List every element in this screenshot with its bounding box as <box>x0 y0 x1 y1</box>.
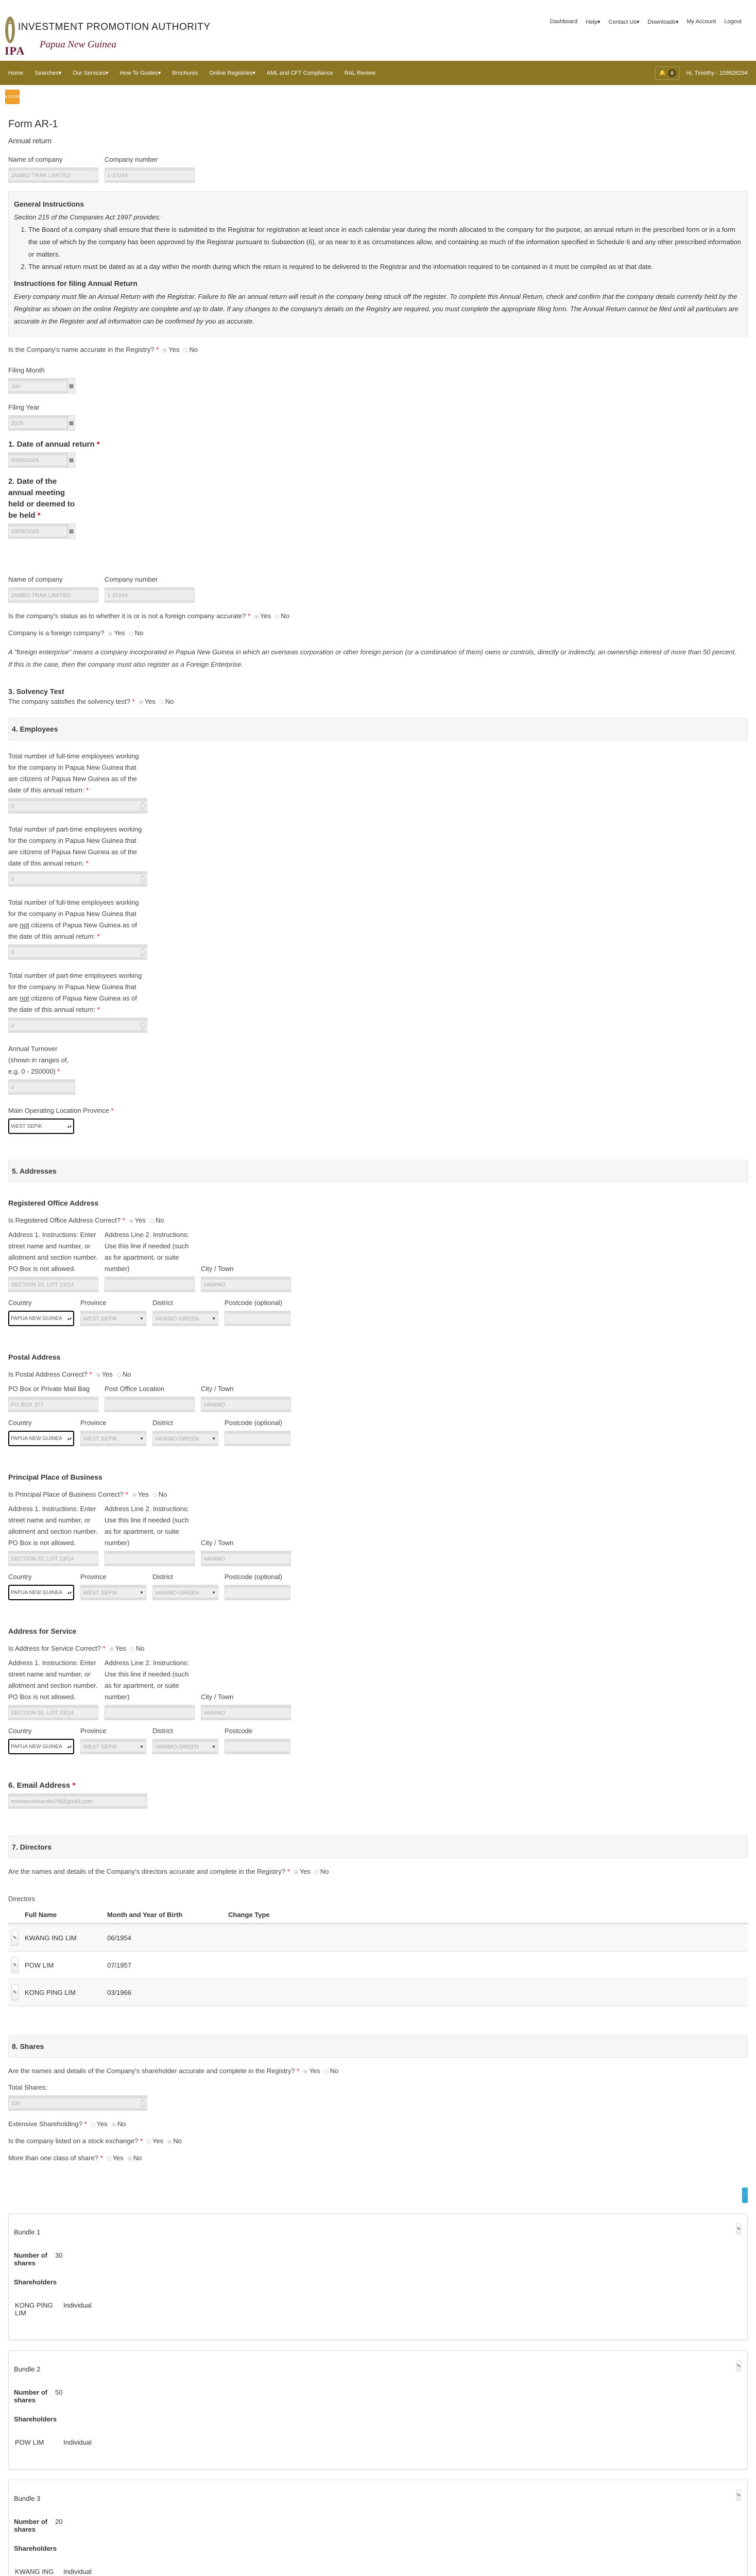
date-return-label: 1. Date of annual return * <box>8 440 100 449</box>
city-label: City / Town <box>201 1265 234 1273</box>
extensive-yes-radio[interactable] <box>91 2123 95 2127</box>
top-link-dashboard[interactable]: Dashboard <box>549 19 578 25</box>
company-number-label: Company number <box>105 575 158 583</box>
no-label: No <box>134 629 144 637</box>
nav-ral-review[interactable]: RAL Review <box>344 70 375 76</box>
solvency-question: The company satisfies the solvency test? * Yes No <box>8 698 174 705</box>
shareholder-type: Individual <box>63 2438 92 2446</box>
company-name-label: Name of company <box>8 156 63 163</box>
director-name: POW LIM <box>22 1952 104 1979</box>
company-name-field-2[interactable]: JAMBO TRAK LIMITED <box>8 587 98 603</box>
turnover-field[interactable]: 0 <box>8 1079 75 1095</box>
postal-question: Is Postal Address Correct? * Yes No <box>8 1370 131 1378</box>
org-subtitle: Papua New Guinea <box>40 39 116 50</box>
principal-question: Is Principal Place of Business Correct? * Yes No <box>8 1490 167 1498</box>
section-reference: Section 215 of the Companies Act 1997 provides: <box>14 213 161 221</box>
principal-place-heading: Principal Place of Business <box>8 1473 102 1481</box>
classes-yes-radio[interactable] <box>107 2157 111 2161</box>
spinner-icon[interactable]: ^ v <box>142 802 144 810</box>
registered-addr2-field[interactable] <box>105 1277 195 1292</box>
date-meeting-label-text: 2. Date of the annual meeting held or deemed to be held <box>8 477 75 520</box>
edit-director-button[interactable] <box>11 1929 19 1946</box>
principal-city-field[interactable]: VANIMO <box>201 1551 291 1566</box>
question-text: The company satisfies the solvency test? <box>8 698 131 705</box>
main-province-label: Main Operating Location Province * <box>8 1107 114 1114</box>
solvency-no-radio[interactable] <box>160 700 164 704</box>
employees-section-heading: 4. Employees <box>8 718 748 740</box>
main-province-select[interactable]: WEST SEPIK ▴▾ <box>8 1118 74 1134</box>
director-change-type <box>225 1979 748 2006</box>
no-label: No <box>281 612 289 620</box>
nav-online-registries[interactable]: Online Registries▾ <box>209 70 255 76</box>
country-label: Country <box>8 1299 32 1307</box>
foreign-company-yes-radio[interactable] <box>108 632 112 636</box>
classes-question: More than one class of share? * Yes No <box>8 2154 142 2162</box>
employees-ft-citizen-label: Total number of full-time employees working for the company in Papua New Guinea that are citizens of Papua New Guinea as of the date of this annual return: * <box>8 752 139 794</box>
user-greeting[interactable]: Hi, Timothy - 109926294 <box>686 70 748 76</box>
name-accurate-no-radio[interactable] <box>183 348 187 352</box>
bundle-name: Bundle 2 <box>14 2365 41 2373</box>
edit-bundle-button[interactable] <box>736 2360 741 2371</box>
notification-count: 0 <box>668 69 676 77</box>
principal-addr1-field[interactable]: SECTION 32, LOT 13/14 <box>8 1551 98 1566</box>
table-row <box>8 1952 748 1979</box>
top-link-downloads[interactable]: Downloads▾ <box>647 19 679 25</box>
principal-addr2-field[interactable] <box>105 1551 195 1566</box>
no-label: No <box>189 346 198 353</box>
general-instructions-heading: General Instructions <box>14 200 84 208</box>
filing-month-label: Filing Month <box>8 366 45 374</box>
postal-no-radio[interactable] <box>117 1373 121 1377</box>
share-bundle <box>8 2350 748 2469</box>
city-label: City / Town <box>201 1539 234 1547</box>
spinner-icon[interactable]: ^ v <box>142 948 144 957</box>
addr2-label: Address Line 2. Instructions: Use this line if needed (such as for apartment, or suite number) <box>105 1231 190 1273</box>
postcode-label: Postcode (optional) <box>225 1419 283 1427</box>
foreign-note-2: If this is the case, then the company must also register as a Foreign Enterprise. <box>8 660 243 668</box>
edit-director-button[interactable] <box>11 1957 19 1973</box>
site-header <box>0 0 756 61</box>
registered-question: Is Registered Office Address Correct? * Yes No <box>8 1216 164 1224</box>
foreign-note-1: A "foreign enterprise" means a company incorporated in Papua New Guinea in which an overseas corporation or other foreign person (or a combination of them) owns or controls, directly or indirectly, an ownership interest of more than 50 percent. <box>8 648 736 656</box>
shareholder-type: Individual <box>63 2301 92 2309</box>
expand-icon: ⛶ <box>743 2193 747 2197</box>
pencil-icon: ✎ <box>736 2363 741 2368</box>
company-name-label: Name of company <box>8 575 63 583</box>
postal-city-field[interactable]: VANIMO <box>201 1397 291 1412</box>
po-location-label: Post Office Location <box>105 1385 165 1393</box>
close-button[interactable] <box>5 90 20 104</box>
shares-no-radio[interactable] <box>324 2070 329 2074</box>
district-label: District <box>152 1573 173 1581</box>
pencil-icon: ✎ <box>13 1989 17 1995</box>
city-label: City / Town <box>201 1693 234 1701</box>
solvency-heading: 3. Solvency Test <box>8 687 64 696</box>
district-label: District <box>152 1419 173 1427</box>
principal-province-select[interactable]: WEST SEPIK ▼ <box>80 1585 146 1600</box>
postal-pobox-field[interactable]: PO BOX 377 <box>8 1397 98 1412</box>
employees-ft-noncitizen-label: Total number of full-time employees working for the company in Papua New Guinea that are not citizens of Papua New Guinea as of the date of this annual return: * <box>8 899 139 940</box>
calendar-icon[interactable]: ▦ <box>67 378 75 394</box>
col-dob: Month and Year of Birth <box>104 1907 225 1924</box>
email-field[interactable]: emmanuelnaroko78@gmail.com <box>8 1793 147 1809</box>
num-shares-value: 20 <box>55 2518 63 2526</box>
shares-yes-radio[interactable] <box>303 2070 307 2074</box>
addr2-label: Address Line 2. Instructions: Use this line if needed (such as for apartment, or suite number) <box>105 1505 190 1547</box>
employees-pt-citizen-label: Total number of part-time employees working for the company in Papua New Guinea that are citizens of Papua New Guinea as of the date of this annual return: * <box>8 825 142 867</box>
nav-our-services[interactable]: Our Services▾ <box>73 70 109 76</box>
edit-bundle-button[interactable] <box>736 2223 741 2234</box>
filing-instructions-text: Every company must file an Annual Return with the Registrar. Failure to file an annual return will result in the company being struck off the register. To complete this Annual Return, check and confirm that the company details currently held by the Registrar as shown on the online Registry are complete and up to date. If any changes to the company's details on the Registry are required, you must complete the appropriate filing form. The Annual Return cannot be filed until all particulars are accurate in the Register and all information can be confirmed by you as accurate. <box>14 293 738 325</box>
bell-icon: 🔔 <box>659 70 666 76</box>
edit-column-header <box>8 1907 22 1924</box>
director-change-type <box>225 1924 748 1952</box>
col-full-name: Full Name <box>22 1907 104 1924</box>
province-label: Province <box>80 1727 107 1735</box>
name-accurate-question: Is the Company's name accurate in the Registry? * Yes No <box>8 346 198 353</box>
solvency-yes-radio[interactable] <box>139 700 143 704</box>
addr2-label: Address Line 2. Instructions: Use this line if needed (such as for apartment, or suite number) <box>105 1659 190 1701</box>
foreign-company-question <box>8 629 748 637</box>
question-text: Is the company's status as to whether it is or is not a foreign company accurate? <box>8 612 246 620</box>
question-text: Company is a foreign company? <box>8 629 105 637</box>
postal-postcode-field[interactable] <box>225 1431 290 1446</box>
yes-label: Yes <box>114 629 125 637</box>
foreign-status-question: Is the company's status as to whether it is or is not a foreign company accurate? * Yes No <box>8 612 289 620</box>
directors-section-heading: 7. Directors <box>8 1836 748 1858</box>
service-address-heading: Address for Service <box>8 1627 77 1635</box>
turnover-label: Annual Turnover (shown in ranges of, e.g. 0 - 250000) * <box>8 1045 69 1075</box>
company-number-field[interactable]: 1-37244 <box>105 167 195 183</box>
share-bundle <box>8 2213 748 2340</box>
principal-country-select[interactable]: PAPUA NEW GUINEA ▴▾ <box>8 1585 74 1600</box>
employees-ft-noncitizen-field[interactable]: 0 ^ v <box>8 944 147 960</box>
service-addr2-field[interactable] <box>105 1705 195 1720</box>
province-label: Province <box>80 1573 107 1581</box>
instruction-item: 2. The annual return must be dated as at a day within the month during which the return is required to be delivered to the Registrar and the information required to be contained in it must be compiled as at that date. <box>28 261 742 273</box>
employees-pt-citizen-field[interactable]: 0 ^ v <box>8 871 147 887</box>
registered-postcode-field[interactable] <box>225 1311 290 1326</box>
shareholder-name: KWANG ING <box>15 2568 54 2575</box>
edit-director-button[interactable] <box>11 1984 19 2001</box>
directors-table <box>8 1907 748 2006</box>
bundle-name: Bundle 1 <box>14 2228 41 2236</box>
district-label: District <box>152 1299 173 1307</box>
postal-address-heading: Postal Address <box>8 1353 61 1361</box>
registered-country-select[interactable]: PAPUA NEW GUINEA ▴▾ <box>8 1311 74 1326</box>
yes-label: Yes <box>260 612 271 620</box>
ipa-logo-dot-icon <box>8 20 12 24</box>
question-text: Is the Company's name accurate in the Registry? <box>8 346 154 353</box>
nav-searches[interactable]: Searches▾ <box>35 70 62 76</box>
service-district-select[interactable]: VANIMO-GREEN ▼ <box>152 1739 218 1754</box>
foreign-company-no-radio[interactable] <box>129 632 133 636</box>
directors-list-label: Directors <box>8 1895 36 1903</box>
nav-brochures[interactable]: Brochures <box>172 70 198 76</box>
classes-no-radio[interactable] <box>128 2157 132 2161</box>
listed-no-radio[interactable] <box>167 2140 171 2144</box>
org-name: INVESTMENT PROMOTION AUTHORITY <box>18 22 211 32</box>
country-label: Country <box>8 1573 32 1581</box>
director-name: KONG PING LIM <box>22 1979 104 2006</box>
registered-province-select[interactable]: WEST SEPIK ▼ <box>80 1311 146 1326</box>
shareholder-name: KONG PING LIM <box>15 2301 53 2317</box>
employees-pt-noncitizen-field[interactable]: 0 ^ v <box>8 1018 147 1033</box>
filing-instructions-heading: Instructions for filing Annual Return <box>14 279 138 287</box>
director-dob: 07/1957 <box>104 1952 225 1979</box>
principal-postcode-field[interactable] <box>225 1585 290 1600</box>
table-row <box>8 1924 748 1952</box>
postal-po-location-field[interactable] <box>105 1397 195 1412</box>
nav-how-to-guides[interactable]: How To Guides▾ <box>119 70 161 76</box>
num-shares-value: 30 <box>55 2251 63 2259</box>
postcode-label: Postcode (optional) <box>225 1299 283 1307</box>
registered-office-heading: Registered Office Address <box>8 1199 99 1207</box>
edit-bundle-button[interactable] <box>736 2489 741 2501</box>
extensive-no-radio[interactable] <box>112 2123 116 2127</box>
director-name: KWANG ING LIM <box>22 1924 104 1952</box>
top-link-logout[interactable]: Logout <box>724 19 742 25</box>
table-row <box>8 1979 748 2006</box>
directors-no-radio[interactable] <box>315 1870 319 1874</box>
foreign-enterprise-note <box>8 646 748 671</box>
service-postcode-field[interactable] <box>225 1739 290 1754</box>
spinner-icon[interactable]: ^ v <box>142 1021 144 1030</box>
fullscreen-button[interactable] <box>742 2188 748 2203</box>
date-meeting-label: 2. Date of the annual meeting held or deemed to be held * <box>8 477 75 520</box>
shares-section-heading: 8. Shares <box>8 2035 748 2058</box>
filing-year-field[interactable]: 2025 <box>8 415 67 431</box>
close-label: CLOSE <box>8 95 21 99</box>
shareholders-label: Shareholders <box>14 2545 57 2552</box>
director-dob: 03/1966 <box>104 1979 225 2006</box>
company-number-field-2[interactable]: 1-37244 <box>105 587 195 603</box>
calendar-icon[interactable]: ▦ <box>67 523 75 539</box>
num-shares-label: Number of shares <box>14 2388 47 2404</box>
nav-aml-cft[interactable]: AML and CFT Compliance <box>266 70 333 76</box>
num-shares-value: 50 <box>55 2388 63 2396</box>
num-shares-label: Number of shares <box>14 2251 47 2267</box>
province-label: Province <box>80 1419 107 1427</box>
pencil-icon: ✎ <box>736 2492 741 2498</box>
shares-question: Are the names and details of the Company's shareholder accurate and complete in the Registry? * Yes No <box>8 2067 339 2075</box>
principal-no-radio[interactable] <box>153 1493 157 1497</box>
company-number-label: Company number <box>105 156 158 163</box>
listed-yes-radio[interactable] <box>147 2140 151 2144</box>
foreign-status-yes-radio[interactable] <box>254 615 259 619</box>
top-links <box>550 19 742 25</box>
nav-home[interactable]: Home <box>8 70 24 76</box>
total-shares-field[interactable]: 100 ^ v <box>8 2095 147 2111</box>
col-change-type: Change Type <box>225 1907 748 1924</box>
district-label: District <box>152 1727 173 1735</box>
service-province-select[interactable]: WEST SEPIK ▼ <box>80 1739 146 1754</box>
page-title: Form AR-1 <box>8 118 58 130</box>
top-link-my-account[interactable]: My Account <box>686 19 716 25</box>
shareholder-name: POW LIM <box>15 2438 44 2446</box>
top-link-help[interactable]: Help▾ <box>586 19 600 25</box>
close-icon: ⊗ <box>4 95 9 99</box>
directors-question: Are the names and details of the Company's directors accurate and complete in the Registry? * Yes No <box>8 1868 329 1875</box>
calendar-icon[interactable]: ▦ <box>67 452 75 468</box>
director-dob: 06/1954 <box>104 1924 225 1952</box>
spinner-icon[interactable]: ^ v <box>142 875 144 884</box>
service-city-field[interactable]: VANIMO <box>201 1705 291 1720</box>
top-link-contact[interactable]: Contact Us▾ <box>608 19 640 25</box>
yes-label: Yes <box>168 346 180 353</box>
principal-district-select[interactable]: VANIMO-GREEN ▼ <box>152 1585 218 1600</box>
extensive-question: Extensive Shareholding? * Yes No <box>8 2120 126 2128</box>
filing-year-label: Filing Year <box>8 403 40 411</box>
shareholder-type: Individual <box>63 2568 92 2575</box>
email-label: 6. Email Address * <box>8 1781 76 1790</box>
instructions-panel <box>8 191 748 336</box>
date-return-field[interactable]: 30/06/2025 <box>8 452 67 468</box>
select-arrow-icon: ▴▾ <box>67 1124 72 1129</box>
yes-label: Yes <box>144 698 156 705</box>
instructions-list <box>14 224 742 273</box>
instruction-item: 1. The Board of a company shall ensure that there is submitted to the Registrar for registration at least once in each calendar year during the month allocated to the company for the purpose, an annual return in the prescribed form or in a form the use of which by the company has been approved by the Registrar pursuant to Subsection (6), or as near to it as circumstances allow, and containing as much of the information specified in Schedule 6 and any other prescribed information or matters. <box>28 224 742 261</box>
registered-district-select[interactable]: VANIMO-GREEN ▼ <box>152 1311 218 1326</box>
name-accurate-yes-radio[interactable] <box>163 348 167 352</box>
logo-text: IPA <box>5 44 25 57</box>
postal-country-select[interactable]: PAPUA NEW GUINEA ▴▾ <box>8 1431 74 1446</box>
pencil-icon: ✎ <box>13 1935 17 1940</box>
addr1-label: Address 1. Instructions: Enter street name and number, or allotment and section number. PO Box is not allowed. <box>8 1659 98 1701</box>
addresses-section-heading: 5. Addresses <box>8 1160 748 1182</box>
directors-yes-radio[interactable] <box>294 1870 298 1874</box>
postal-yes-radio[interactable] <box>96 1373 100 1377</box>
employees-ft-citizen-field[interactable]: 0 ^ v <box>8 798 147 814</box>
service-addr1-field[interactable]: SECTION 32, LOT 13/14 <box>8 1705 98 1720</box>
pencil-icon: ✎ <box>736 2226 741 2231</box>
registered-no-radio[interactable] <box>150 1219 154 1223</box>
shareholders-label: Shareholders <box>14 2278 57 2286</box>
main-navbar <box>0 61 756 85</box>
calendar-icon[interactable]: ▦ <box>67 415 75 431</box>
date-return-label-text: 1. Date of annual return <box>8 440 95 449</box>
postcode-label: Postcode <box>225 1727 253 1735</box>
no-label: No <box>165 698 174 705</box>
shareholders-label: Shareholders <box>14 2415 57 2423</box>
bundle-name: Bundle 3 <box>14 2495 41 2502</box>
service-no-radio[interactable] <box>130 1647 134 1651</box>
registered-yes-radio[interactable] <box>129 1219 133 1223</box>
employees-pt-noncitizen-label: Total number of part-time employees working for the company in Papua New Guinea that are not citizens of Papua New Guinea as of the date of this annual return: * <box>8 972 142 1013</box>
pencil-icon: ✎ <box>13 1962 17 1968</box>
city-label: City / Town <box>201 1385 234 1393</box>
addr1-label: Address 1. Instructions: Enter street name and number, or allotment and section number. PO Box is not allowed. <box>8 1505 98 1547</box>
postal-district-select[interactable]: VANIMO-GREEN ▼ <box>152 1431 218 1446</box>
num-shares-label: Number of shares <box>14 2518 47 2533</box>
company-name-field[interactable]: JAMBO TRAK LIMITED <box>8 167 98 183</box>
postcode-label: Postcode (optional) <box>225 1573 283 1581</box>
postal-province-select[interactable]: WEST SEPIK ▼ <box>80 1431 146 1446</box>
filing-month-field[interactable]: Jun <box>8 378 67 394</box>
date-meeting-field[interactable]: 29/06/2025 <box>8 523 67 539</box>
pobox-label: PO Box or Private Mail Bag <box>8 1385 90 1393</box>
registered-addr1-field[interactable]: SECTION 32, LOT 13/14 <box>8 1277 98 1292</box>
service-yes-radio[interactable] <box>110 1647 114 1651</box>
notifications-button[interactable] <box>655 66 680 80</box>
addr1-label: Address 1. Instructions: Enter street name and number, or allotment and section number. PO Box is not allowed. <box>8 1231 98 1273</box>
country-label: Country <box>8 1419 32 1427</box>
share-bundle <box>8 2480 748 2576</box>
registered-city-field[interactable]: VANIMO <box>201 1277 291 1292</box>
foreign-status-no-radio[interactable] <box>275 615 279 619</box>
director-change-type <box>225 1952 748 1979</box>
principal-yes-radio[interactable] <box>132 1493 136 1497</box>
total-shares-label: Total Shares: <box>8 2083 47 2091</box>
listed-question: Is the company listed on a stock exchange? * Yes No <box>8 2137 182 2145</box>
spinner-icon[interactable]: ^ v <box>142 2099 144 2108</box>
province-label: Province <box>80 1299 107 1307</box>
country-label: Country <box>8 1727 32 1735</box>
service-country-select[interactable]: PAPUA NEW GUINEA ▴▾ <box>8 1739 74 1754</box>
service-question: Is Address for Service Correct? * Yes No <box>8 1645 145 1652</box>
page-subtitle: Annual return <box>8 137 52 145</box>
form-ar1 <box>0 118 756 2576</box>
